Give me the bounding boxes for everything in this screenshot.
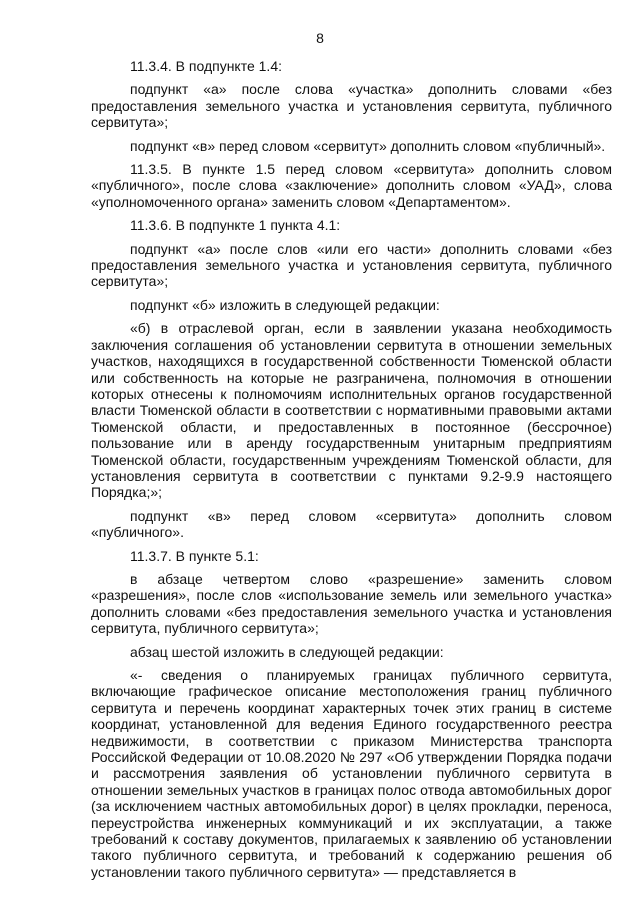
paragraph-11-3-6-heading: 11.3.6. В подпункте 1 пункта 4.1: xyxy=(130,217,341,234)
paragraph-subitem-b-new-text: «б) в отраслевой орган, если в заявлении указана необходимость заключения соглашения об установлении сервитута в отношении земельных участков, находящихся в государственной собственности Тюменской области или собственность на которые не разграничена, полномочия в отношении которых отнесены к полномочиям исполнительных органов государственной власти Тюменской области в соответствии с нормативными правовыми актами Тюменской области, и предоставленных в постоянное (бессрочное) пользование или в аренду государственным унитарным предприятиям Тюменской области, государственным учреждениям Тюменской области, для установления сервитута в соответствии с пунктами 9.2-9.9 настоящего Порядка;»; xyxy=(91,320,612,501)
paragraph-11-3-4-heading: 11.3.4. В подпункте 1.4: xyxy=(130,58,282,74)
paragraph-subitem-v-amendment: подпункт «в» перед словом «сервитут» дополнить словом «публичный». xyxy=(130,137,606,154)
paragraph-abzac-chetvertyi: в абзаце четвертом слово «разрешение» заменить словом «разрешения», после слов «использование земель или земельного участка» дополнить словами «без предоставления земельного участка и установления сервитута, публичного сервитута»; xyxy=(91,570,612,637)
paragraph-subitem-v-publichnogo: подпункт «в» перед словом «сервитута» дополнить словом «публичного». xyxy=(91,507,612,541)
paragraph-subitem-a-part-amendment: подпункт «а» после слов «или его части» дополнить словами «без предоставления земельного участка и установления сервитута, публичного сервитута»; xyxy=(91,240,612,290)
paragraph-abzac-shestoi-intro: абзац шестой изложить в следующей редакции: xyxy=(130,643,444,660)
paragraph-subitem-a-amendment: подпункт «а» после слова «участка» дополнить словами «без предоставления земельного участка и установления сервитута, публичного сервитута»; xyxy=(91,81,612,131)
paragraph-11-3-5: 11.3.5. В пункте 1.5 перед словом «сервитута» дополнить словом «публичного», после слова «заключение» дополнить словом «УАД», слова «уполномоченного органа» заменить словом «Департаментом». xyxy=(91,161,612,210)
paragraph-subitem-b-intro: подпункт «б» изложить в следующей редакции: xyxy=(130,296,440,313)
paragraph-abzac-shestoi-new-text: «- сведения о планируемых границах публичного сервитута, включающие графическое описание местоположения границ публичного сервитута и перечень координат характерных точек этих границ в системе координат, установленной для ведения Единого государственного реестра недвижимости, в соответствии с приказом Министерства транспорта Российской Федерации от 10.08.2020 № 297 «Об утверждении Порядка подачи и рассмотрения заявления об установлении публичного сервитута в отношении земельных участков в границах полос отвода автомобильных дорог (за исключением частных автомобильных дорог) в целях прокладки, переноса, переустройства инженерных коммуникаций и их эксплуатации, а также требований к составу документов, прилагаемых к заявлению об установлении такого публичного сервитута, и требований к содержанию решения об установлении такого публичного сервитута» — представляется в xyxy=(91,667,612,880)
document-body xyxy=(91,58,612,880)
page-number: 8 xyxy=(316,30,324,46)
paragraph-11-3-7-heading: 11.3.7. В пункте 5.1: xyxy=(130,547,259,564)
